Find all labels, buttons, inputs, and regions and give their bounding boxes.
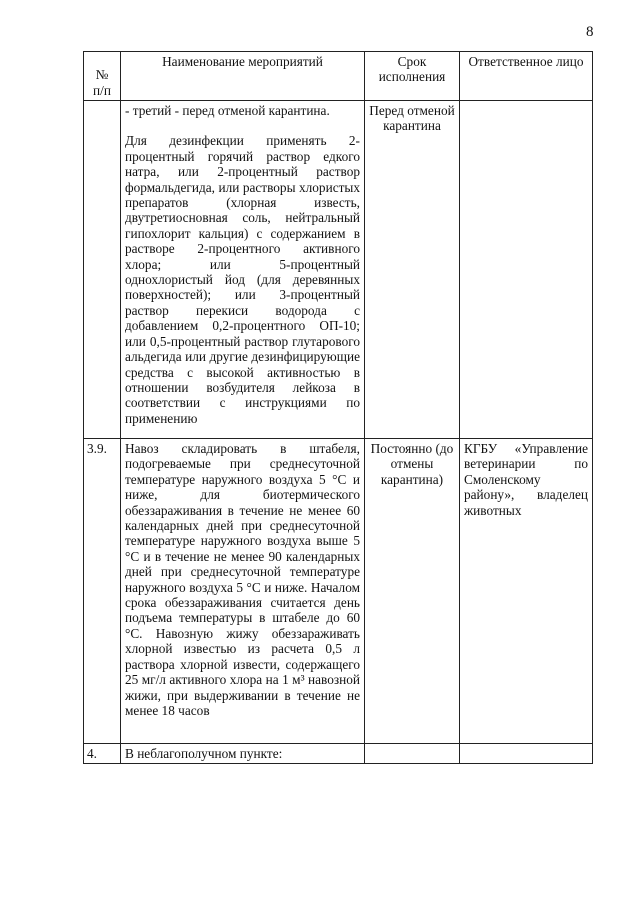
- table-row: [84, 744, 593, 764]
- row-name-line: - третий - перед отменой карантина.: [125, 103, 330, 118]
- page-number: 8: [586, 24, 594, 40]
- measures-table: [83, 51, 593, 764]
- row-responsible: КГБУ «Управление ветеринарии по Смоленскому району», владелец животных: [460, 439, 593, 744]
- header-number: № п/п: [84, 52, 121, 101]
- row-term: Постоянно (до отмены карантина): [365, 439, 460, 744]
- row-responsible: [460, 101, 593, 439]
- row-name: [121, 101, 365, 439]
- row-number: 4.: [84, 744, 121, 764]
- header-name: Наименование мероприятий: [121, 52, 365, 101]
- row-number: [84, 101, 121, 439]
- table-header-row: [84, 52, 593, 101]
- row-responsible: [460, 744, 593, 764]
- row-name: Навоз складировать в штабеля, подогреваемые при среднесуточной температуре наружного воздуха 5 °С и ниже, для биотермического обеззараживания в течение не менее 60 календарных дней при среднесуточной температуре наружного воздуха выше 5 °С и в течение не менее 90 календарных дней при среднесуточной температуре наружного воздуха 5 °С и ниже. Началом срока обеззараживания считается день подъема температуры в штабеле до 60 °С. Навозную жижу обеззараживать хлорной известью из расчета 0,5 л раствора хлорной извести, содержащего 25 мг/л активного хлора на 1 м³ навозной жижи, при выдерживании в течение не менее 18 часов: [121, 439, 365, 744]
- row-term: Перед отменой карантина: [365, 101, 460, 439]
- header-term: Срок исполнения: [365, 52, 460, 101]
- row-name: В неблагополучном пункте:: [121, 744, 365, 764]
- row-number: 3.9.: [84, 439, 121, 744]
- table-row: [84, 439, 593, 744]
- row-name-paragraph: Для дезинфекции применять 2-процентный горячий раствор едкого натра, или 2-процентный раствор формальдегида, или растворы хлористых препаратов (хлорная известь, двутретиосновная соль, нейтральный гипохлорит кальция) с содержанием в растворе 2-процентного активного хлора; или 5-процентный однохлористый йод (для деревянных поверхностей); или 3-процентный раствор перекиси водорода с добавлением 0,2-процентного ОП-10; или 0,5-процентный раствор глутарового альдегида или другие дезинфицирующие средства с высокой активностью в отношении возбудителя лейкоза в соответствии с инструкциями по применению: [125, 133, 360, 426]
- table-row: [84, 101, 593, 439]
- header-responsible: Ответственное лицо: [460, 52, 593, 101]
- row-term: [365, 744, 460, 764]
